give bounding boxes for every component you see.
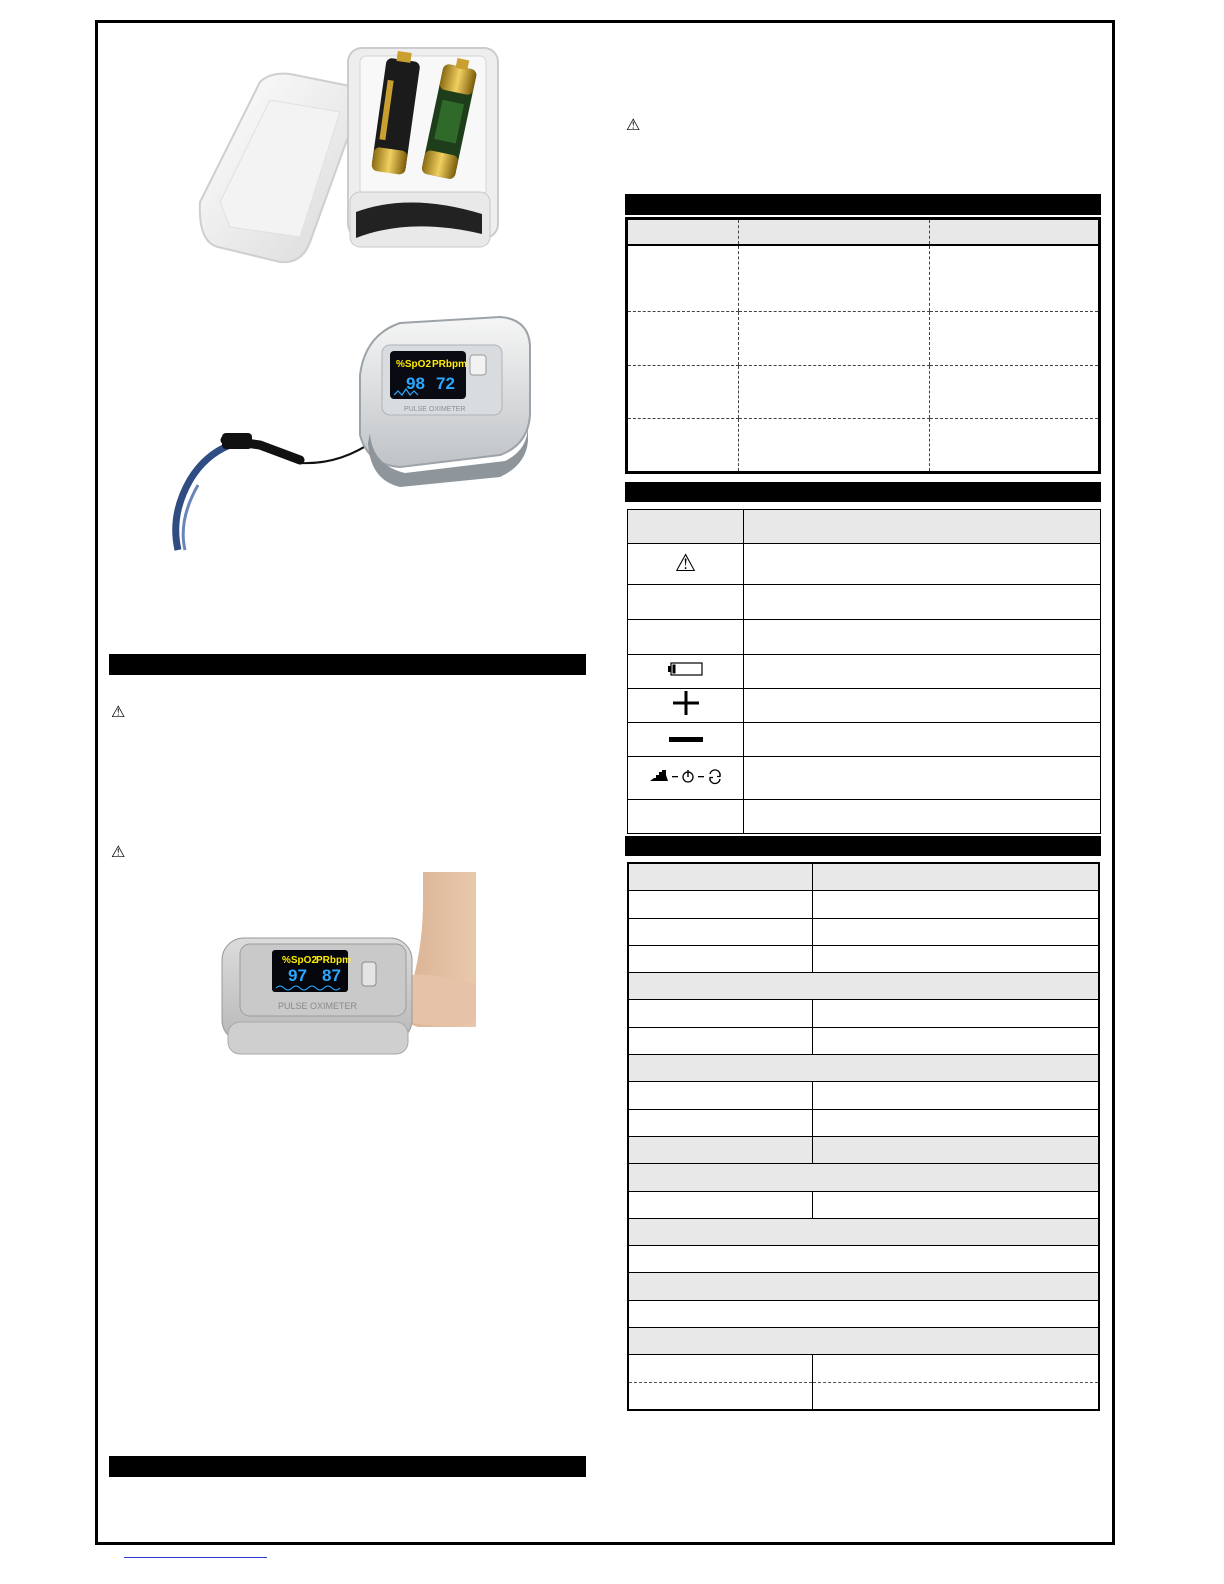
oled-pr-label: PRbpm — [316, 955, 351, 966]
table-cell — [628, 1246, 1099, 1273]
oximeter-finger-photo — [218, 872, 478, 1057]
section-bar-right-1 — [625, 194, 1101, 215]
footer-link-underline[interactable] — [124, 1557, 267, 1558]
oled-spo2-label: %SpO2 — [396, 359, 432, 370]
table-row — [628, 1246, 1099, 1273]
table-cell — [627, 419, 739, 473]
table-header-cell — [628, 510, 744, 544]
table-cell — [813, 1136, 1100, 1163]
oled-spo2-label: %SpO2 — [282, 955, 318, 966]
table-row — [628, 945, 1099, 972]
table-cell — [813, 1027, 1100, 1054]
table-cell — [739, 312, 930, 366]
table-row — [628, 1082, 1099, 1109]
table-row — [628, 655, 1101, 689]
table-cell — [744, 689, 1101, 723]
section-bar-left-1 — [109, 654, 586, 675]
table-row — [628, 757, 1101, 800]
battery-compartment-photo — [190, 42, 510, 272]
table-row — [627, 245, 1100, 312]
warning-icon: ⚠ — [111, 844, 126, 861]
table-header-cell — [739, 219, 930, 246]
table-row — [628, 723, 1101, 757]
table-cell — [813, 1000, 1100, 1027]
table-row — [628, 891, 1099, 918]
minus-icon — [669, 736, 703, 744]
oximeter-lanyard-photo — [160, 315, 535, 555]
table-cell — [628, 689, 744, 723]
table-cell — [628, 1164, 1099, 1191]
table-cell — [813, 945, 1100, 972]
table-cell — [628, 1273, 1099, 1300]
table-row — [628, 1000, 1099, 1027]
oled-spo2-value: 98 — [406, 374, 425, 393]
battery-low-icon — [668, 661, 704, 677]
device-brand-text: PULSE OXIMETER — [278, 1001, 358, 1011]
table-cell — [930, 312, 1100, 366]
oled-spo2-value: 97 — [288, 966, 307, 985]
table-cell — [628, 1109, 813, 1136]
warning-icon: ⚠ — [111, 704, 126, 721]
table-cell — [744, 620, 1101, 655]
table-cell — [744, 723, 1101, 757]
table-cell — [628, 1218, 1099, 1245]
table-cell — [628, 723, 744, 757]
section-bar-right-3 — [625, 836, 1101, 856]
table-row — [628, 544, 1101, 585]
table-cell — [628, 1082, 813, 1109]
plus-icon — [673, 691, 699, 715]
table-cell — [744, 757, 1101, 800]
table-cell — [628, 544, 744, 585]
table-group-row — [628, 1273, 1099, 1300]
table-group-row — [628, 1218, 1099, 1245]
table-cell — [628, 1328, 1099, 1355]
warning-icon: ⚠ — [626, 117, 641, 134]
table-cell — [813, 891, 1100, 918]
table-cell — [744, 800, 1101, 834]
table-row — [627, 419, 1100, 473]
table-group-row — [628, 973, 1099, 1000]
table-header-row — [627, 219, 1100, 246]
warning-icon: ⚠ — [674, 550, 697, 577]
table-cell — [628, 918, 813, 945]
table-cell — [627, 365, 739, 419]
table-row — [628, 585, 1101, 620]
table-row — [628, 800, 1101, 834]
table-cell — [628, 1191, 813, 1218]
table-cell — [813, 1382, 1100, 1410]
oled-pr-value: 72 — [436, 374, 455, 393]
table-group-row — [628, 1328, 1099, 1355]
table-cell — [739, 365, 930, 419]
table-cell — [628, 1027, 813, 1054]
table-cell — [628, 655, 744, 689]
table-cell — [628, 1355, 813, 1382]
table-group-row — [628, 1164, 1099, 1191]
table-header-cell — [627, 219, 739, 246]
table-header-row — [628, 863, 1099, 891]
section-bar-right-2 — [625, 482, 1101, 502]
table-cell — [813, 918, 1100, 945]
table-cell — [813, 1191, 1100, 1218]
table-row — [628, 1191, 1099, 1218]
table-cell — [627, 245, 739, 312]
table-group-row — [628, 1055, 1099, 1082]
table-cell — [739, 419, 930, 473]
table-header-cell — [744, 510, 1101, 544]
table-cell — [627, 312, 739, 366]
table-cell — [930, 419, 1100, 473]
table-cell — [930, 365, 1100, 419]
table-cell — [628, 863, 813, 891]
table-row — [628, 689, 1101, 723]
table-row — [628, 1382, 1099, 1410]
table-cell — [628, 585, 744, 620]
table-row — [627, 312, 1100, 366]
table-row — [628, 1300, 1099, 1327]
table-cell — [813, 1355, 1100, 1382]
oled-pr-value: 87 — [322, 966, 341, 985]
table-cell — [930, 245, 1100, 312]
table-row — [627, 365, 1100, 419]
table-cell — [628, 945, 813, 972]
table-cell — [744, 544, 1101, 585]
table-cell — [813, 863, 1100, 891]
top-table — [625, 217, 1101, 474]
table-group-row — [628, 1136, 1099, 1163]
table-cell — [628, 973, 1099, 1000]
table-cell — [628, 1000, 813, 1027]
table-row — [628, 918, 1099, 945]
section-bar-left-2 — [109, 1456, 586, 1477]
table-row — [628, 1355, 1099, 1382]
table-cell — [628, 891, 813, 918]
table-row — [628, 1109, 1099, 1136]
table-row — [628, 1027, 1099, 1054]
table-cell — [744, 655, 1101, 689]
device-brand-text: PULSE OXIMETER — [404, 406, 466, 413]
table-header-row — [628, 510, 1101, 544]
oled-pr-label: PRbpm — [432, 359, 467, 370]
table-cell — [628, 757, 744, 800]
table-cell — [744, 585, 1101, 620]
table-cell — [813, 1109, 1100, 1136]
table-cell — [739, 245, 930, 312]
table-cell — [628, 1136, 813, 1163]
table-cell — [628, 1382, 813, 1410]
symbols-table — [627, 509, 1101, 834]
table-header-cell — [930, 219, 1100, 246]
table-cell — [813, 1082, 1100, 1109]
table-cell — [628, 620, 744, 655]
table-cell — [628, 800, 744, 834]
specifications-table — [627, 862, 1100, 1411]
signal-power-loop-icon — [648, 767, 724, 785]
table-row — [628, 620, 1101, 655]
table-cell — [628, 1300, 1099, 1327]
table-cell — [628, 1055, 1099, 1082]
